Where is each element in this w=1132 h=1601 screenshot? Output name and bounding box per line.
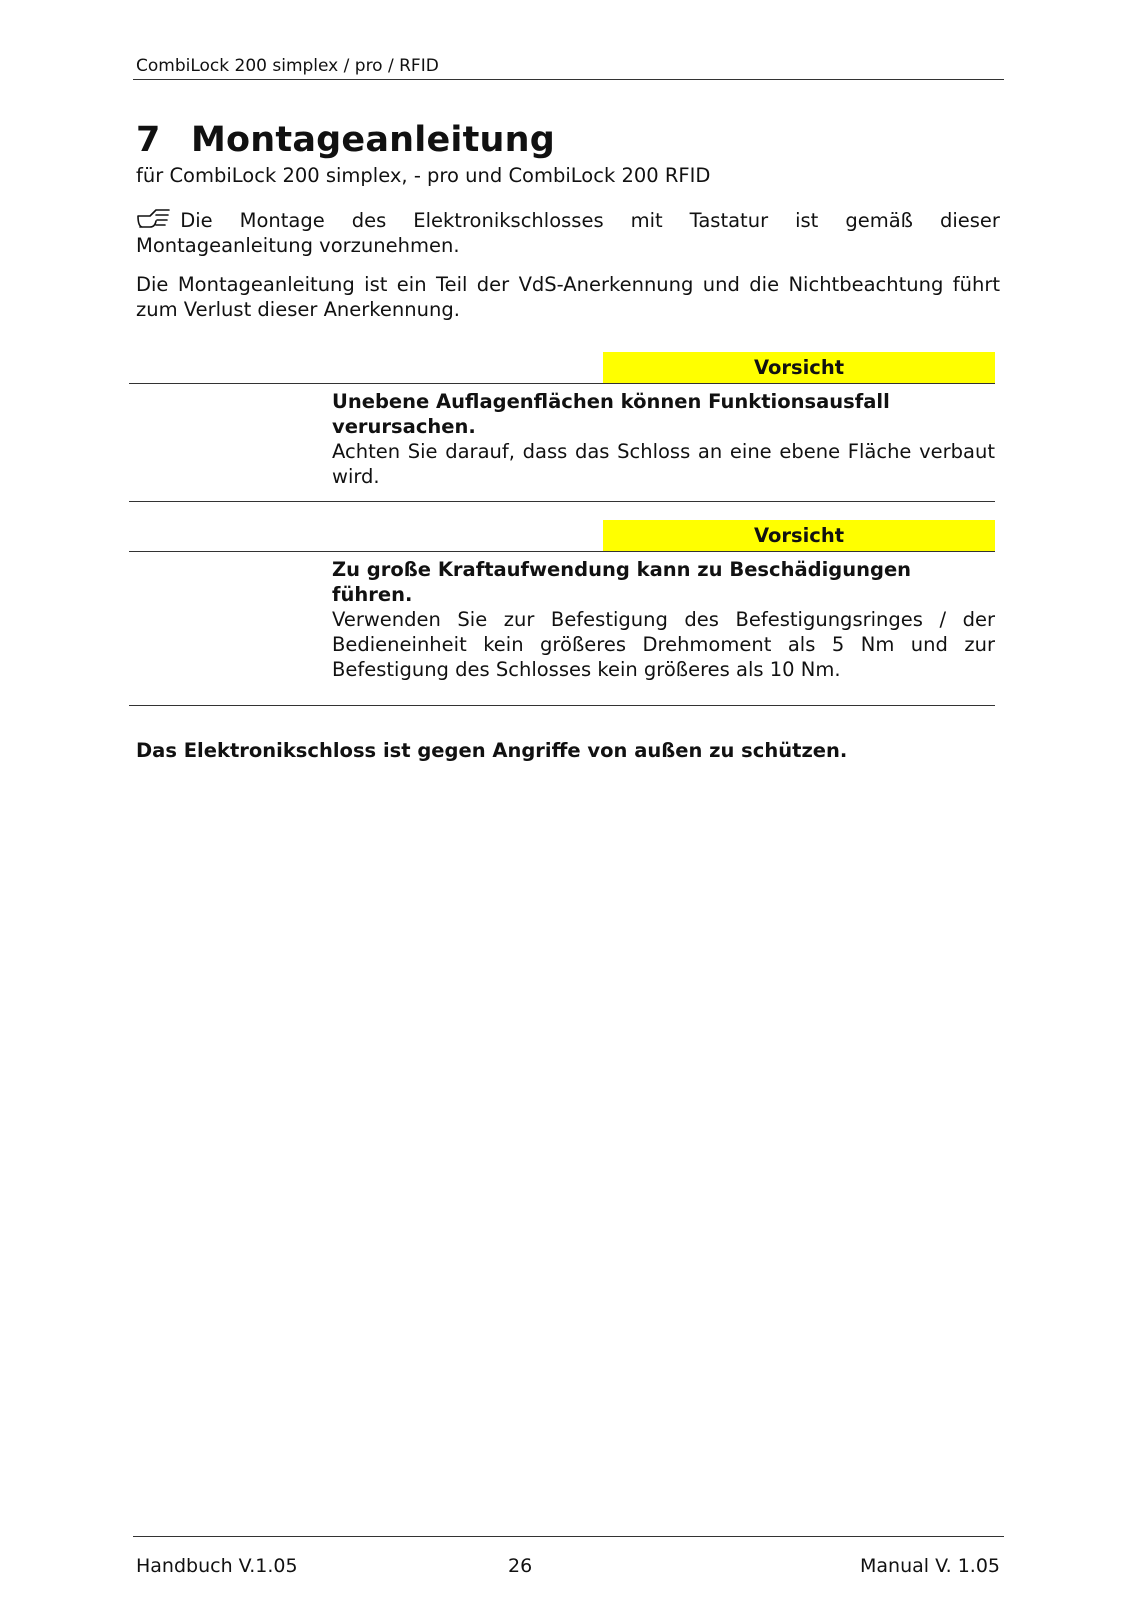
chapter-title: Montageanleitung <box>191 120 556 160</box>
running-header: CombiLock 200 simplex / pro / RFID <box>136 56 439 76</box>
intro-word: Montage <box>239 209 325 232</box>
warning-2-heading: Zu große Kraftaufwendung kann zu Beschädigungen führen. <box>332 558 912 606</box>
chapter-subtitle: für CombiLock 200 simplex, - pro und CombiLock 200 RFID <box>136 164 711 187</box>
intro-note-line2: Montageanleitung vorzunehmen. <box>136 234 460 257</box>
intro-note-line1 <box>136 207 1000 233</box>
intro-word: des <box>351 209 387 232</box>
intro-word: Elektronikschlosses <box>413 209 604 232</box>
intro-word: dieser <box>939 209 1000 232</box>
page-footer <box>136 1555 1000 1577</box>
footer-divider <box>133 1536 1004 1537</box>
warning-2-text <box>332 557 995 682</box>
header-divider <box>133 79 1004 80</box>
warning-2-bottom-rule <box>129 705 995 706</box>
intro-word: mit <box>630 209 663 232</box>
intro-word: Tastatur <box>689 209 769 232</box>
warning-1-heading: Unebene Auflagenflächen können Funktionsausfall verursachen. <box>332 390 890 438</box>
footer-right: Manual V. 1.05 <box>859 1555 1000 1577</box>
intro-word: ist <box>795 209 819 232</box>
warning-1-text <box>332 389 995 489</box>
warning-label-1: Vorsicht <box>603 352 995 383</box>
intro-word: Die <box>180 209 213 232</box>
intro-note <box>136 207 1000 258</box>
warning-1-top-rule <box>129 383 995 384</box>
chapter-heading <box>136 120 555 160</box>
warning-2-top-rule <box>129 551 995 552</box>
warning-label-2: Vorsicht <box>603 520 995 551</box>
pointing-hand-icon <box>136 207 174 233</box>
warning-1-bottom-rule <box>129 501 995 502</box>
page-number: 26 <box>508 1555 533 1577</box>
warning-1-body: Achten Sie darauf, dass das Schloss an eine ebene Fläche verbaut wird. <box>332 440 995 488</box>
closing-statement: Das Elektronikschloss ist gegen Angriffe von außen zu schützen. <box>136 739 848 762</box>
intro-word: gemäß <box>845 209 913 232</box>
chapter-number: 7 <box>136 120 161 160</box>
word-group <box>136 207 213 233</box>
footer-left: Handbuch V.1.05 <box>136 1555 298 1577</box>
intro-paragraph: Die Montageanleitung ist ein Teil der VdS-Anerkennung und die Nichtbeachtung führt zum Verlust dieser Anerkennung. <box>136 273 1000 321</box>
warning-2-body: Verwenden Sie zur Befestigung des Befestigungsringes / der Bedieneinheit kein größeres Drehmoment als 5 Nm und zur Befestigung des Schlosses kein größeres als 10 Nm. <box>332 608 995 681</box>
